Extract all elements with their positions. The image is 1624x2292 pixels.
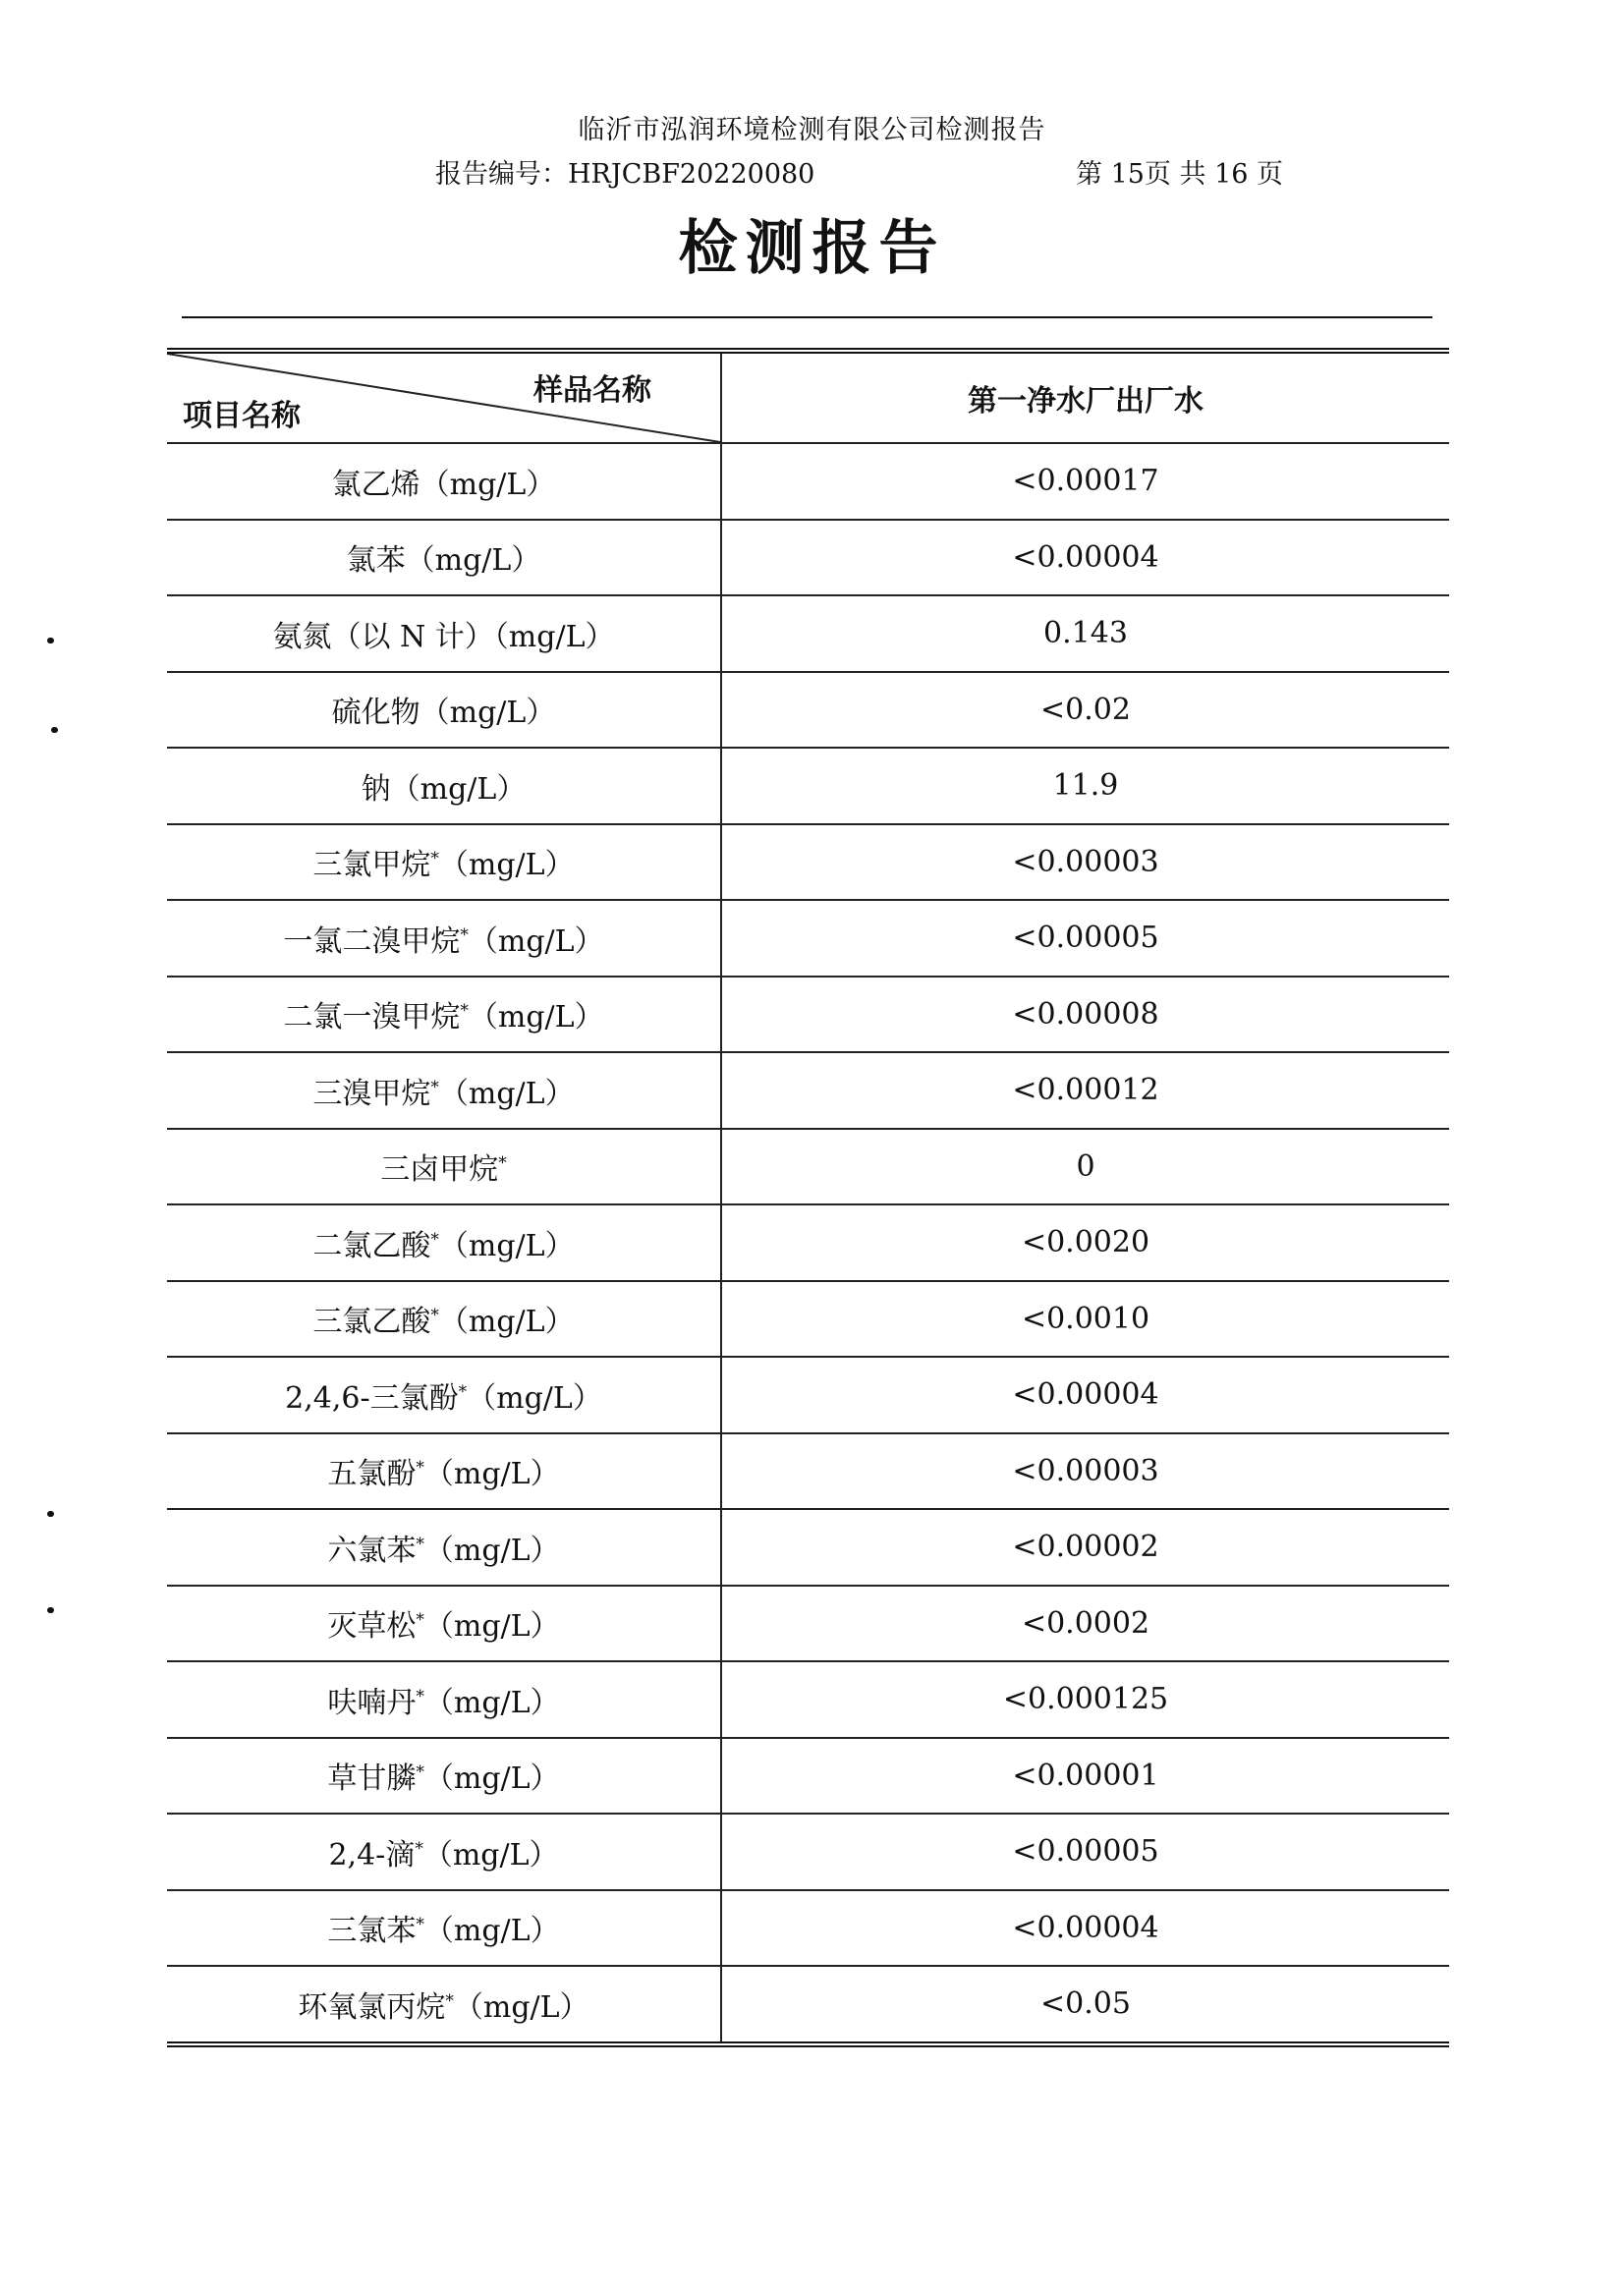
item-unit: （mg/L） <box>468 1000 604 1035</box>
result-value: <0.05 <box>721 1966 1449 2044</box>
item-name: 2,4,6-三氯酚 <box>285 1380 459 1416</box>
item-name: 三氯乙酸 <box>312 1305 431 1340</box>
table-row <box>167 595 1449 672</box>
item-name-cell <box>167 1357 721 1433</box>
item-name-cell <box>167 1661 721 1738</box>
item-name-cell <box>167 977 721 1053</box>
item-name-cell <box>167 595 721 672</box>
item-star-mark: * <box>430 1229 439 1250</box>
scan-mark <box>47 1511 54 1517</box>
item-unit: （mg/L） <box>438 1305 575 1340</box>
item-name-cell <box>167 520 721 596</box>
item-name: 硫化物 <box>331 696 420 731</box>
item-unit: （mg/L） <box>468 923 604 959</box>
item-unit: （mg/L） <box>420 467 556 502</box>
scan-mark <box>47 638 54 643</box>
item-name-cell <box>167 1509 721 1586</box>
item-name-cell <box>167 672 721 749</box>
result-value: <0.00002 <box>721 1509 1449 1586</box>
item-name-cell <box>167 443 721 520</box>
item-name: 2,4-滴 <box>328 1837 416 1873</box>
item-name-cell <box>167 1890 721 1967</box>
table-row <box>167 1814 1449 1890</box>
table-row <box>167 672 1449 749</box>
table-row <box>167 1357 1449 1433</box>
result-value: <0.000125 <box>721 1661 1449 1738</box>
item-name: 草甘膦 <box>327 1761 417 1797</box>
item-unit: （mg/L） <box>493 619 615 654</box>
item-star-mark: * <box>430 1077 439 1097</box>
result-value: 0.143 <box>721 595 1449 672</box>
table-row <box>167 824 1449 901</box>
result-value: <0.0020 <box>721 1204 1449 1281</box>
item-name-cell <box>167 1966 721 2044</box>
result-value: <0.00003 <box>721 1433 1449 1510</box>
item-name: 二氯一溴甲烷 <box>283 1000 461 1035</box>
table-header-row <box>167 351 1449 443</box>
item-unit: （mg/L） <box>438 1228 575 1263</box>
item-name: 钠 <box>361 771 391 807</box>
result-value: <0.00005 <box>721 900 1449 977</box>
result-value: <0.00003 <box>721 824 1449 901</box>
item-star-mark: * <box>416 1686 424 1706</box>
result-value: <0.00004 <box>721 1357 1449 1433</box>
item-star-mark: * <box>498 1153 507 1174</box>
item-star-mark: * <box>458 1381 468 1402</box>
item-star-mark: * <box>445 1990 454 2011</box>
item-name-cell <box>167 1281 721 1358</box>
item-unit: （mg/L） <box>423 1761 560 1797</box>
scan-mark <box>47 1607 54 1613</box>
item-name-cell <box>167 1204 721 1281</box>
page-info: 第 15页 共 16 页 <box>1076 159 1284 190</box>
result-value: 0 <box>721 1129 1449 1205</box>
table-row <box>167 1509 1449 1586</box>
result-value: <0.00001 <box>721 1738 1449 1815</box>
table-row <box>167 1281 1449 1358</box>
header-item-label: 项目名称 <box>183 399 301 433</box>
item-unit: （mg/L） <box>390 771 527 807</box>
item-name-cell <box>167 1129 721 1205</box>
diagonal-header-cell <box>167 351 721 443</box>
table-row <box>167 1129 1449 1205</box>
item-name: 灭草松 <box>327 1609 417 1645</box>
result-value: <0.00008 <box>721 977 1449 1053</box>
item-star-mark: * <box>416 1458 424 1479</box>
item-star-mark: * <box>416 1534 424 1554</box>
table-row <box>167 520 1449 596</box>
item-unit: （mg/L） <box>423 1609 560 1645</box>
item-name: 六氯苯 <box>327 1533 417 1568</box>
item-star-mark: * <box>460 924 469 945</box>
item-unit: （mg/L） <box>423 1914 560 1949</box>
item-unit: （mg/L） <box>467 1380 602 1416</box>
results-table <box>167 348 1449 2047</box>
item-unit: （mg/L） <box>422 1837 559 1873</box>
result-value: <0.00005 <box>721 1814 1449 1890</box>
result-value: 11.9 <box>721 748 1449 824</box>
item-name-cell <box>167 1586 721 1662</box>
item-name: 氨氮（以 N 计） <box>272 619 494 654</box>
item-name-cell <box>167 748 721 824</box>
page-title: 检测报告 <box>678 214 946 283</box>
item-star-mark: * <box>430 1306 439 1326</box>
item-unit: （mg/L） <box>438 848 575 883</box>
table-row <box>167 443 1449 520</box>
item-name: 一氯二溴甲烷 <box>283 923 461 959</box>
result-value: <0.0010 <box>721 1281 1449 1358</box>
table-row <box>167 900 1449 977</box>
table-row <box>167 1661 1449 1738</box>
table-row <box>167 1966 1449 2044</box>
header-sample-label: 样品名称 <box>533 373 651 408</box>
result-value: <0.02 <box>721 672 1449 749</box>
item-unit: （mg/L） <box>438 1076 575 1111</box>
results-table-body <box>167 351 1449 2044</box>
header-rule <box>182 316 1432 318</box>
result-value: <0.00004 <box>721 520 1449 596</box>
item-name: 三溴甲烷 <box>312 1076 431 1111</box>
item-name: 三卤甲烷 <box>380 1152 499 1188</box>
report-number: 报告编号：HRJCBF20220080 <box>435 159 815 190</box>
item-name: 三氯苯 <box>327 1914 417 1949</box>
item-star-mark: * <box>416 1915 424 1935</box>
table-row <box>167 1433 1449 1510</box>
item-unit: （mg/L） <box>420 696 556 731</box>
table-row <box>167 1738 1449 1815</box>
item-name: 环氧氯丙烷 <box>298 1989 446 2025</box>
item-name-cell <box>167 824 721 901</box>
item-name: 二氯乙酸 <box>312 1228 431 1263</box>
item-name-cell <box>167 1433 721 1510</box>
item-unit: （mg/L） <box>423 1533 560 1568</box>
item-unit: （mg/L） <box>423 1457 560 1492</box>
result-value: <0.0002 <box>721 1586 1449 1662</box>
item-name: 氯乙烯 <box>331 467 420 502</box>
item-star-mark: * <box>430 849 439 869</box>
item-star-mark: * <box>460 1001 469 1022</box>
table-row <box>167 1890 1449 1967</box>
table-row <box>167 748 1449 824</box>
scan-mark <box>51 727 58 733</box>
item-name: 呋喃丹 <box>327 1685 417 1720</box>
item-name: 三氯甲烷 <box>312 848 431 883</box>
table-row <box>167 1052 1449 1129</box>
table-row <box>167 1586 1449 1662</box>
item-unit: （mg/L） <box>423 1685 560 1720</box>
item-star-mark: * <box>416 1762 424 1783</box>
item-unit: （mg/L） <box>405 543 541 579</box>
item-name-cell <box>167 900 721 977</box>
result-value: <0.00017 <box>721 443 1449 520</box>
table-row <box>167 1204 1449 1281</box>
item-name-cell <box>167 1052 721 1129</box>
item-name: 氯苯 <box>346 543 406 579</box>
result-value: <0.00012 <box>721 1052 1449 1129</box>
table-row <box>167 977 1449 1053</box>
company-header: 临沂市泓润环境检测有限公司检测报告 <box>578 115 1046 145</box>
item-name-cell <box>167 1814 721 1890</box>
item-star-mark: * <box>416 1610 424 1631</box>
sample-name-header: 第一净水厂出厂水 <box>721 351 1449 443</box>
item-star-mark: * <box>415 1838 423 1859</box>
result-value: <0.00004 <box>721 1890 1449 1967</box>
item-name-cell <box>167 1738 721 1815</box>
item-unit: （mg/L） <box>453 1989 589 2025</box>
item-name: 五氯酚 <box>327 1457 417 1492</box>
